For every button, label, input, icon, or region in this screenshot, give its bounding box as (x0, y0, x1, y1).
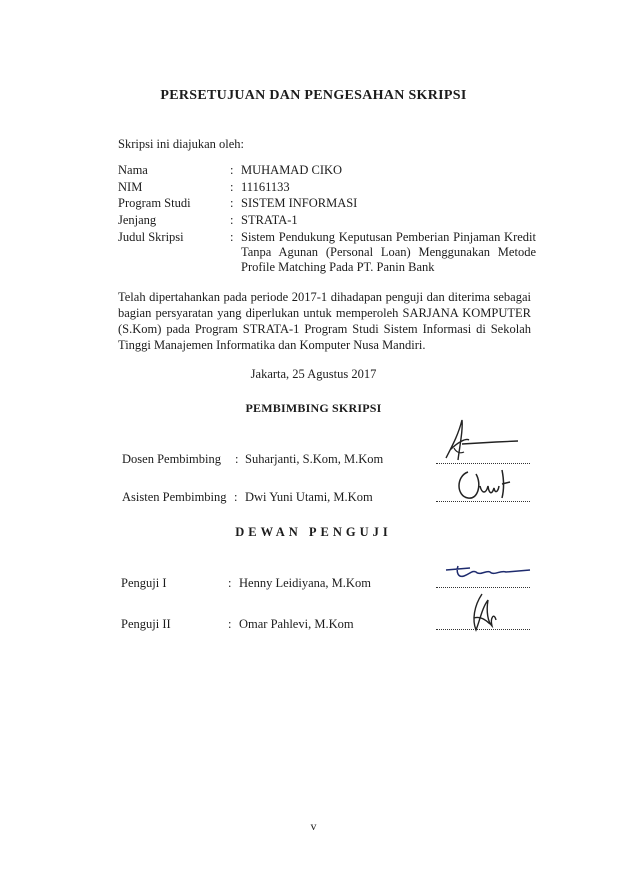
dosen-name: Suharjanti, S.Kom, M.Kom (245, 452, 384, 466)
info-label: Judul Skripsi (118, 230, 184, 244)
dosen-separator: : (235, 452, 239, 466)
penguji1-separator: : (228, 576, 232, 590)
asisten-label: Asisten Pembimbing (122, 490, 227, 504)
info-separator: : (230, 230, 234, 244)
penguji2-label: Penguji II (121, 617, 171, 631)
signature-penguji1 (440, 558, 535, 588)
asisten-name: Dwi Yuni Utami, M.Kom (245, 490, 373, 504)
penguji1-label: Penguji I (121, 576, 167, 590)
asisten-separator: : (234, 490, 238, 504)
penguji1-name: Henny Leidiyana, M.Kom (239, 576, 371, 590)
pembimbing-heading: PEMBIMBING SKRIPSI (245, 401, 382, 415)
dosen-label: Dosen Pembimbing (122, 452, 221, 466)
penguji2-name: Omar Pahlevi, M.Kom (239, 617, 354, 631)
approval-paragraph: Telah dipertahankan pada periode 2017-1 dihadapan penguji dan diterima sebagai bagian persyaratan yang diperlukan untuk memperoleh SARJANA KOMPUTER (S.Kom) pada Program STRATA-1 Program Studi Sistem Informasi di Sekolah Tinggi Manajemen Informatika dan Komputer Nusa Mandiri. (118, 290, 531, 352)
info-value-prodi: SISTEM INFORMASI (241, 196, 358, 210)
info-value-nim: 11161133 (241, 180, 290, 194)
info-value-nama: MUHAMAD CIKO (241, 163, 343, 177)
signature-asisten (450, 462, 530, 507)
dewan-penguji-heading: DEWAN PENGUJI (235, 525, 392, 539)
info-separator: : (230, 180, 234, 194)
info-label: Program Studi (118, 196, 191, 210)
info-label: NIM (118, 180, 143, 194)
info-separator: : (230, 213, 234, 227)
info-separator: : (230, 196, 234, 210)
info-value-jenjang: STRATA-1 (241, 213, 298, 227)
signature-dosen (436, 408, 526, 468)
intro-text: Skripsi ini diajukan oleh: (118, 137, 245, 151)
info-separator: : (230, 163, 234, 177)
signature-penguji2 (460, 590, 510, 635)
page-title: PERSETUJUAN DAN PENGESAHAN SKRIPSI (160, 88, 467, 103)
info-value-judul: Sistem Pendukung Keputusan Pemberian Pinjaman Kredit Tanpa Agunan (Personal Loan) Menggunakan Metode Profile Matching Pada PT. Panin Bank (241, 230, 536, 274)
info-label: Jenjang (118, 213, 157, 227)
penguji2-separator: : (228, 617, 232, 631)
date-line: Jakarta, 25 Agustus 2017 (250, 367, 377, 381)
info-label: Nama (118, 163, 148, 177)
page-number: v (310, 819, 317, 833)
